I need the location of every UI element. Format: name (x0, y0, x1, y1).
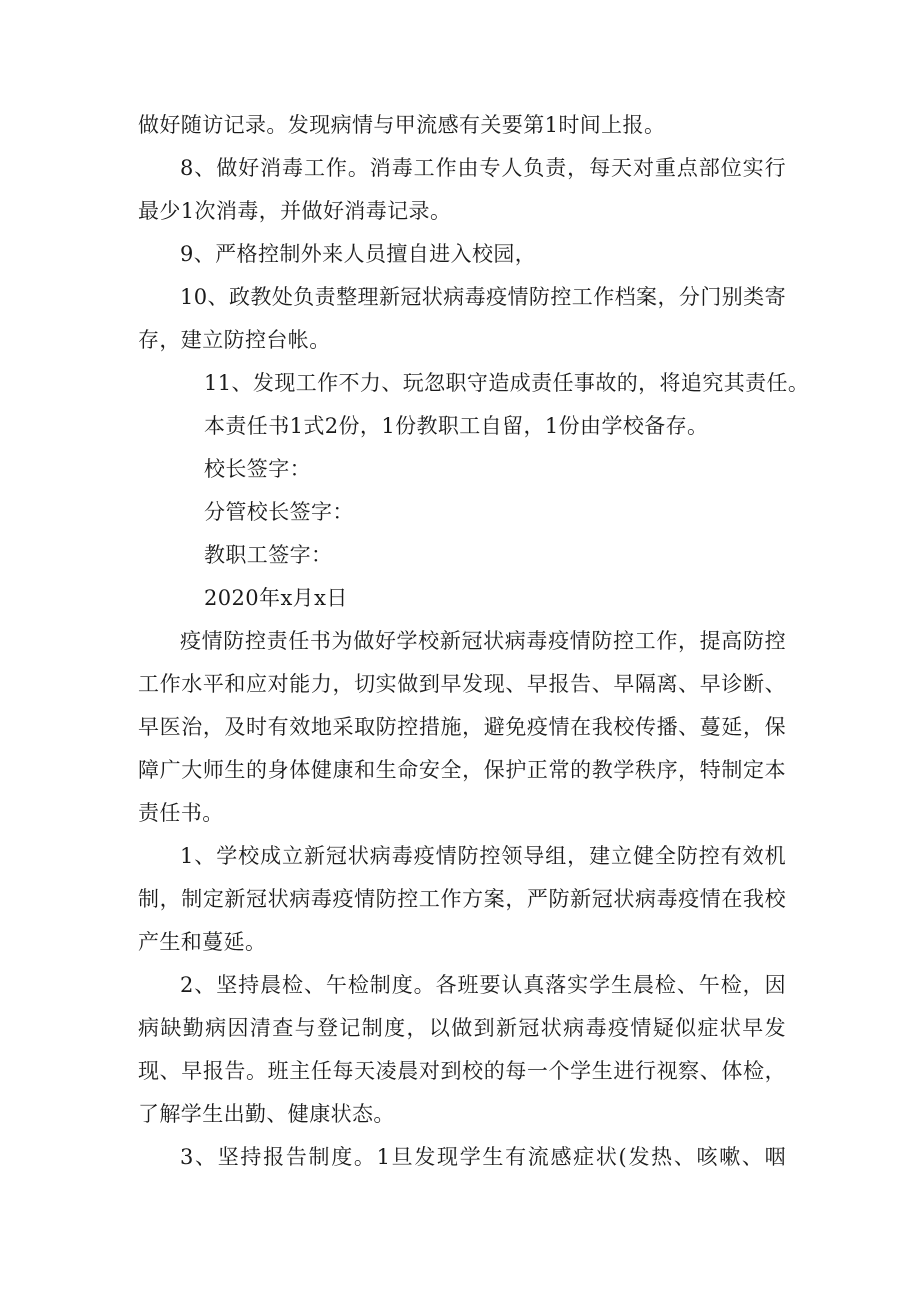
principal-signature-label: 校长签字： (204, 457, 311, 481)
document-body (138, 104, 810, 1179)
paragraph-item-2-health-checks: 2、坚持晨检、午检制度。各班要认真落实学生晨检、午检，因病缺勤病因清查与登记制度，以做到新冠状病毒疫情疑似症状早发现、早报告。班主任每天凌晨对到校的每一个学生进行视察、体检，了解学生出勤、健康状态。 (138, 973, 786, 1126)
staff-signature-label: 教职工签字： (204, 543, 333, 567)
paragraph-copies-note: 本责任书1式2份，1份教职工自留，1份由学校备存。 (204, 414, 709, 438)
signature-date: 2020年x月x日 (204, 586, 348, 610)
paragraph-item-10-archives: 10、政教处负责整理新冠状病毒疫情防控工作档案，分门别类寄存，建立防控台帐。 (138, 285, 786, 352)
paragraph-followup-record: 做好随访记录。发现病情与甲流感有关要第1时间上报。 (138, 113, 666, 137)
paragraph-item-1-leadership-group: 1、学校成立新冠状病毒疫情防控领导组，建立健全防控有效机制，制定新冠状病毒疫情防控工作方案，严防新冠状病毒疫情在我校产生和蔓延。 (138, 844, 786, 954)
paragraph-item-9-visitor-control: 9、严格控制外来人员擅自进入校园， (180, 242, 537, 266)
paragraph-responsibility-intro: 疫情防控责任书为做好学校新冠状病毒疫情防控工作，提高防控工作水平和应对能力，切实做到早发现、早报告、早隔离、早诊断、早医治，及时有效地采取防控措施，避免疫情在我校传播、蔓延，保障广大师生的身体健康和生命安全，保护正常的教学秩序，特制定本责任书。 (138, 629, 786, 825)
paragraph-item-8-disinfection: 8、做好消毒工作。消毒工作由专人负责，每天对重点部位实行最少1次消毒，并做好消毒记录。 (138, 156, 786, 223)
paragraph-item-3-reporting: 3、坚持报告制度。1旦发现学生有流感症状(发热、咳嗽、咽 (180, 1145, 786, 1169)
vice-principal-signature-label: 分管校长签字： (204, 500, 354, 524)
paragraph-item-11-accountability: 11、发现工作不力、玩忽职守造成责任事故的，将追究其责任。 (204, 371, 810, 395)
